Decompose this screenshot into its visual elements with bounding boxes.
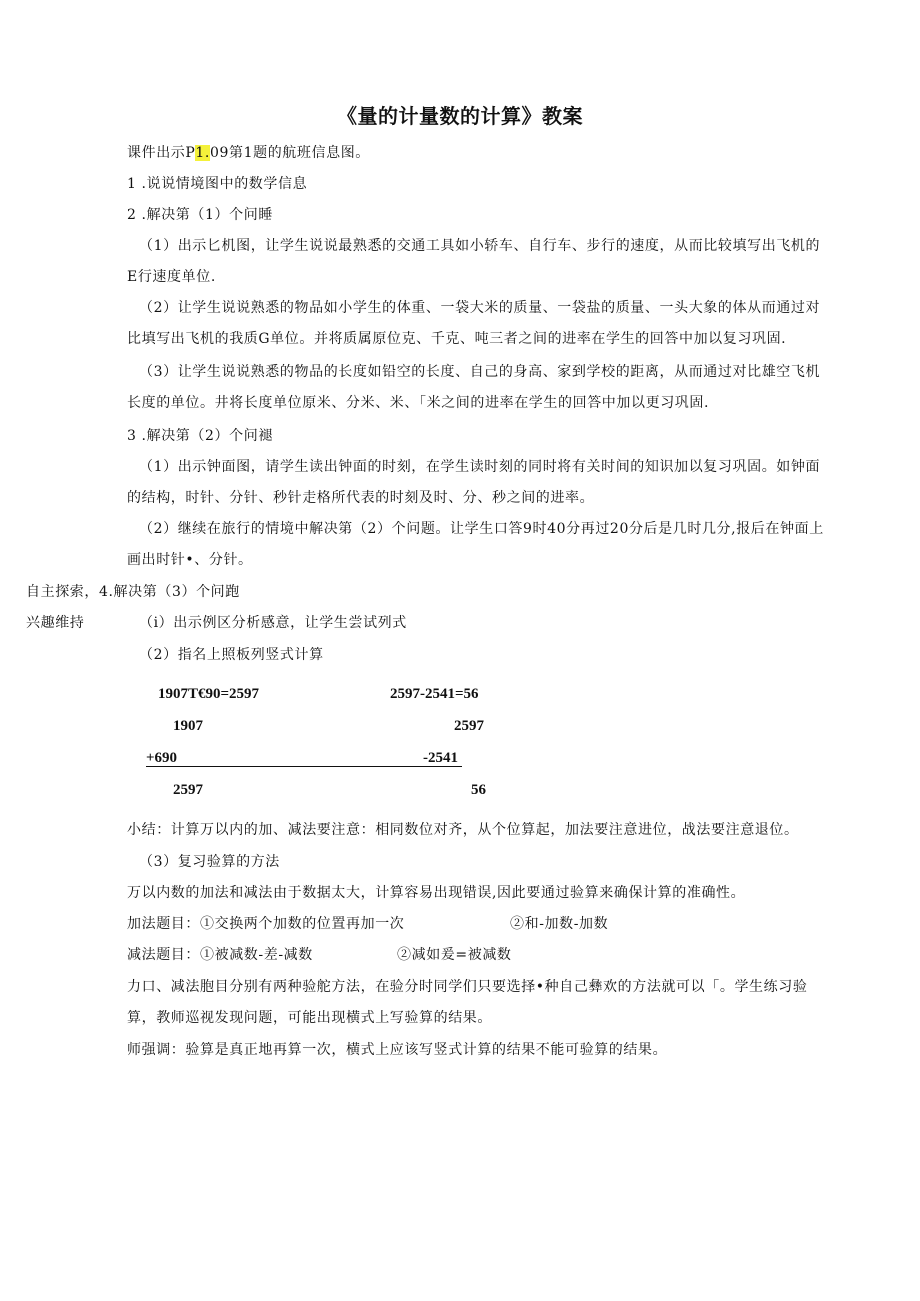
paragraph-2-1-line-1: （1）出示匕机图，让学生说说最熟悉的交通工具如小轿车、自行车、步行的速度，从而比较填写出飞机的	[139, 238, 821, 254]
practice-line-2: 算，教师巡视发现问题，可能出现横式上写验算的结果。	[127, 1010, 492, 1026]
paragraph-3-2-line-1: （2）继续在旅行的情境中解决第（2）个问题。让学生口答9时40分再过20分后是几时几分,报后在钟面上	[139, 521, 824, 537]
subtraction-check-method-1: 减法题目：①被减数-差-减数	[127, 947, 313, 963]
addition-result: 2597	[173, 782, 203, 798]
paragraph-3-2-line-2: 画出时针•、分针。	[127, 552, 253, 568]
paragraph-3-1-line-1: （1）出示钟面图，请学生读出钟面的时刻，在学生读时刻的同时将有关时间的知识加以复习巩固。如钟面	[139, 459, 821, 475]
step-4-3: （3）复习验算的方法	[139, 854, 280, 870]
step-4-2: （2）指名上照板列竖式计算	[139, 647, 324, 663]
addition-equation: 1907T€90=2597	[158, 686, 260, 702]
explanation-text: 万以内数的加法和减法由于数据太大，计算容易出现错误,因此要通过验算来确保计算的准确性。	[127, 885, 746, 901]
intro-text-after: 09第1题的航班信息图。	[209, 145, 370, 161]
step-4-1: （i）出示例区分析感意，让学生尝试列式	[139, 615, 407, 631]
paragraph-2-1-line-2: E行速度单位.	[127, 269, 216, 285]
section-1-heading: 1 .说说情境图中的数学信息	[127, 176, 308, 192]
paragraph-2-3-line-2: 长度的单位。井将长度单位原米、分米、米、「米之间的进率在学生的回答中加以更习巩固.	[127, 395, 710, 411]
paragraph-2-2-line-1: （2）让学生说说熟悉的物品如小学生的体重、一袋大米的质量、一袋盐的质量、一头大象的体从而通过对	[139, 300, 821, 316]
page-title: 《量的计量数的计算》教案	[337, 104, 583, 128]
side-label: 兴趣维持	[26, 615, 85, 631]
highlighted-text: 1.	[195, 145, 210, 161]
paragraph-2-2-line-2: 比填写出飞机的我质G单位。并将质属原位克、千克、吨三者之间的进率在学生的回答中加以复习巩固.	[127, 331, 787, 347]
subtraction-check-method-2: ②减如爰=被减数	[397, 947, 512, 963]
addition-check-method-1: 加法题目：①交换两个加数的位置再加一次	[127, 916, 405, 932]
intro-text-before: 课件出示P	[127, 145, 196, 161]
teacher-emphasis: 师强调：验算是真正地再算一次，横式上应该写竖式计算的结果不能可验算的结果。	[127, 1042, 668, 1058]
summary-text: 小结：计算万以内的加、减法要注意：相同数位对齐，从个位算起，加法要注意进位，战法要注意退位。	[127, 822, 799, 838]
addition-operand: +690	[146, 750, 178, 766]
paragraph-3-1-line-2: 的结构，时针、分针、秒针走格所代表的时刻及时、分、秒之间的进率。	[127, 490, 595, 506]
section-2-heading: 2 .解决第（1）个问睡	[127, 207, 273, 223]
section-3-heading: 3 .解决第（2）个问褪	[127, 428, 273, 444]
subtraction-result: 56	[471, 782, 486, 798]
subtraction-operand: -2541	[423, 750, 458, 766]
addition-top-number: 1907	[173, 718, 203, 734]
calculation-divider-line	[146, 766, 462, 767]
subtraction-top-number: 2597	[454, 718, 484, 734]
section-4-heading: 自主探索，4.解决第（3）个问跑	[26, 584, 240, 600]
intro-line	[127, 143, 370, 163]
subtraction-equation: 2597-2541=56	[390, 686, 479, 702]
paragraph-2-3-line-1: （3）让学生说说熟悉的物品的长度如铅空的长度、自己的身高、家到学校的距离，从而通过对比雄空飞机	[139, 364, 821, 380]
addition-check-method-2: ②和-加数-加数	[510, 916, 609, 932]
practice-line-1: 力口、减法胞目分别有两种验舵方法，在验分时同学们只要选择•种自己彝欢的方法就可以「。学生练习验	[127, 979, 808, 995]
